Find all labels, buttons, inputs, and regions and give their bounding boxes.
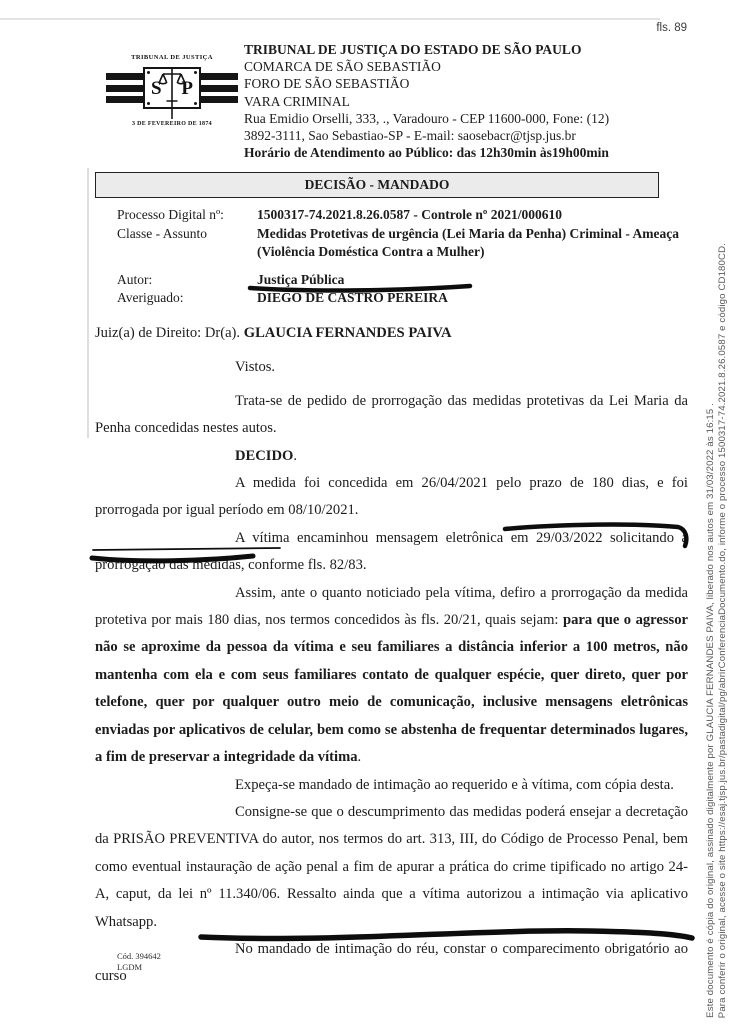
- paragraph-vitima: A vítima encaminhou mensagem eletrônica em 29/03/2022 solicitando a prorrogação das medidas, conforme fls. 82/83.: [95, 529, 688, 574]
- footer-codes: [117, 951, 161, 972]
- letterhead-text: [244, 40, 662, 161]
- digital-signature-sidebar: [705, 243, 728, 1018]
- paragraph-expeca: Expeça-se mandado de intimação ao requerido e à vítima, com cópia desta.: [235, 776, 674, 793]
- logo-bottom-text: 3 DE FEVEREIRO DE 1874: [132, 121, 212, 127]
- paragraph-assim: Assim, ante o quanto noticiado pela vítima, defiro a prorrogação da medida protetiva por mais 180 dias, nos termos concedidos às fls. 20/21, quais sejam: para que o agressor não se aproxime da pessoa da vítima e seu familiares a distância inferior a 100 metros, não mantenha com ela e com seus familiares contato de qualquer espécie, quer direto, quer por telefone, quer por qualquer outro meio de comunicação, inclusive mensagens eletrônicas enviadas por aplicativos de celular, bem como se abstenha de frequentar determinados lugares, a fim de preservar a integridade da vítima.: [95, 584, 688, 766]
- paragraph-vistos: Vistos.: [235, 359, 276, 376]
- case-class-value: Medidas Protetivas de urgência (Lei Maria da Penha) Criminal - Ameaça (Violência Doméstica Contra a Mulher): [257, 225, 679, 259]
- letterhead: [106, 40, 662, 161]
- page-folio-number: fls. 89: [656, 22, 687, 34]
- decido-word: DECIDO: [235, 447, 294, 464]
- logo-top-text: TRIBUNAL DE JUSTIÇA: [131, 54, 213, 61]
- case-info-label: Autor:: [117, 271, 153, 287]
- case-info-label: Classe - Assunto: [117, 225, 208, 241]
- case-number-value: 1500317-74.2021.8.26.0587 - Controle nº 2021/000610: [257, 207, 562, 222]
- paragraph-intro: Trata-se de pedido de prorrogação das medidas protetivas da Lei Maria da Penha concedidas nestes autos.: [95, 392, 688, 437]
- logo-bars-right: [201, 73, 238, 103]
- scan-artifact-left: [87, 168, 89, 438]
- court-name: TRIBUNAL DE JUSTIÇA DO ESTADO DE SÃO PAULO: [244, 42, 582, 57]
- comarca: COMARCA DE SÃO SEBASTIÃO: [244, 59, 441, 75]
- case-author-value: Justiça Pública: [257, 271, 345, 287]
- document-code: Cód. 394642: [117, 951, 161, 961]
- logo-letter-s: S: [151, 77, 162, 99]
- signature-statement-line: Este documento é cópia do original, assinado digitalmente por GLAUCIA FERNANDES PAIVA, liberado nos autos em 31/03/2022 às 16:15 .: [705, 403, 716, 1018]
- document-title-box: DECISÃO - MANDADO: [95, 172, 659, 198]
- paragraph-consigne: Consigne-se que o descumprimento das medidas poderá ensejar a decretação da PRISÃO PREVENTIVA do autor, nos termos do art. 313, III, do Código de Processo Penal, bem como eventual instauração de ação penal a fim de apurar a prática do crime tipificado no artigo 24- A, caput, da lei nº 11.340/06. Ressalto ainda que a vítima autorizou a intimação via aplicativo Whatsapp.: [95, 803, 688, 930]
- judge-line: [95, 320, 688, 347]
- paragraph-mandado: No mandado de intimação do réu, constar o comparecimento obrigatório ao curso: [95, 940, 688, 985]
- judge-label: Juiz(a) de Direito: Dr(a).: [95, 325, 244, 341]
- case-info-label: Averiguado:: [117, 290, 184, 305]
- paragraph-medida: A medida foi concedida em 26/04/2021 pelo prazo de 180 dias, e foi prorrogada por igual período em 08/10/2021.: [95, 475, 688, 519]
- case-info-label: Processo Digital nº:: [117, 207, 224, 222]
- verification-instructions-line: Para conferir o original, acesse o site https://esaj.tjsp.jus.br/pastadigital/pg/abrirConferenciaDocumento.do, informe o processo 1500317-74.2021.8.26.0587 e código CD180CD.: [717, 242, 728, 1018]
- case-info-table: [117, 206, 683, 308]
- logo-emblem: [106, 63, 238, 113]
- paragraph-decido: DECIDO.: [235, 447, 298, 464]
- address-line-2: 3892-3111, Sao Sebastiao-SP - E-mail: saosebacr@tjsp.jus.br: [244, 128, 576, 144]
- logo-letter-p: P: [181, 77, 193, 99]
- case-defendant-value: DIEGO DE CASTRO PEREIRA: [257, 290, 448, 305]
- decision-body: [95, 320, 688, 991]
- opening-hours: Horário de Atendimento ao Público: das 12h30min às19h00min: [244, 145, 609, 161]
- logo-shield: [143, 67, 201, 109]
- scan-artifact-top: [0, 18, 660, 20]
- foro: FORO DE SÃO SEBASTIÃO: [244, 76, 410, 92]
- protective-measures-bold-text: para que o agressor não se aproxime da pessoa da vítima e seu familiares a distância inferior a 100 metros, não mantenha com ela e com seus familiares contato de qualquer espécie, quer direto, quer por telefone, quer por qualquer outro meio de comunicação, inclusive mensagens eletrônicas enviadas por aplicativos de celular, bem como se abstenha de frequentar determinados lugares, a fim de preservar a integridade da vítima: [95, 612, 688, 766]
- judge-name: GLAUCIA FERNANDES PAIVA: [243, 325, 452, 341]
- logo-bars-left: [106, 73, 143, 103]
- clerk-initials: LGDM: [117, 961, 143, 972]
- scales-of-justice-icon: [158, 65, 186, 123]
- tjsp-logo: [106, 40, 238, 161]
- vara: VARA CRIMINAL: [244, 93, 350, 109]
- address-line-1: Rua Emidio Orselli, 333, ., Varadouro - CEP 11600-000, Fone: (12): [244, 110, 610, 126]
